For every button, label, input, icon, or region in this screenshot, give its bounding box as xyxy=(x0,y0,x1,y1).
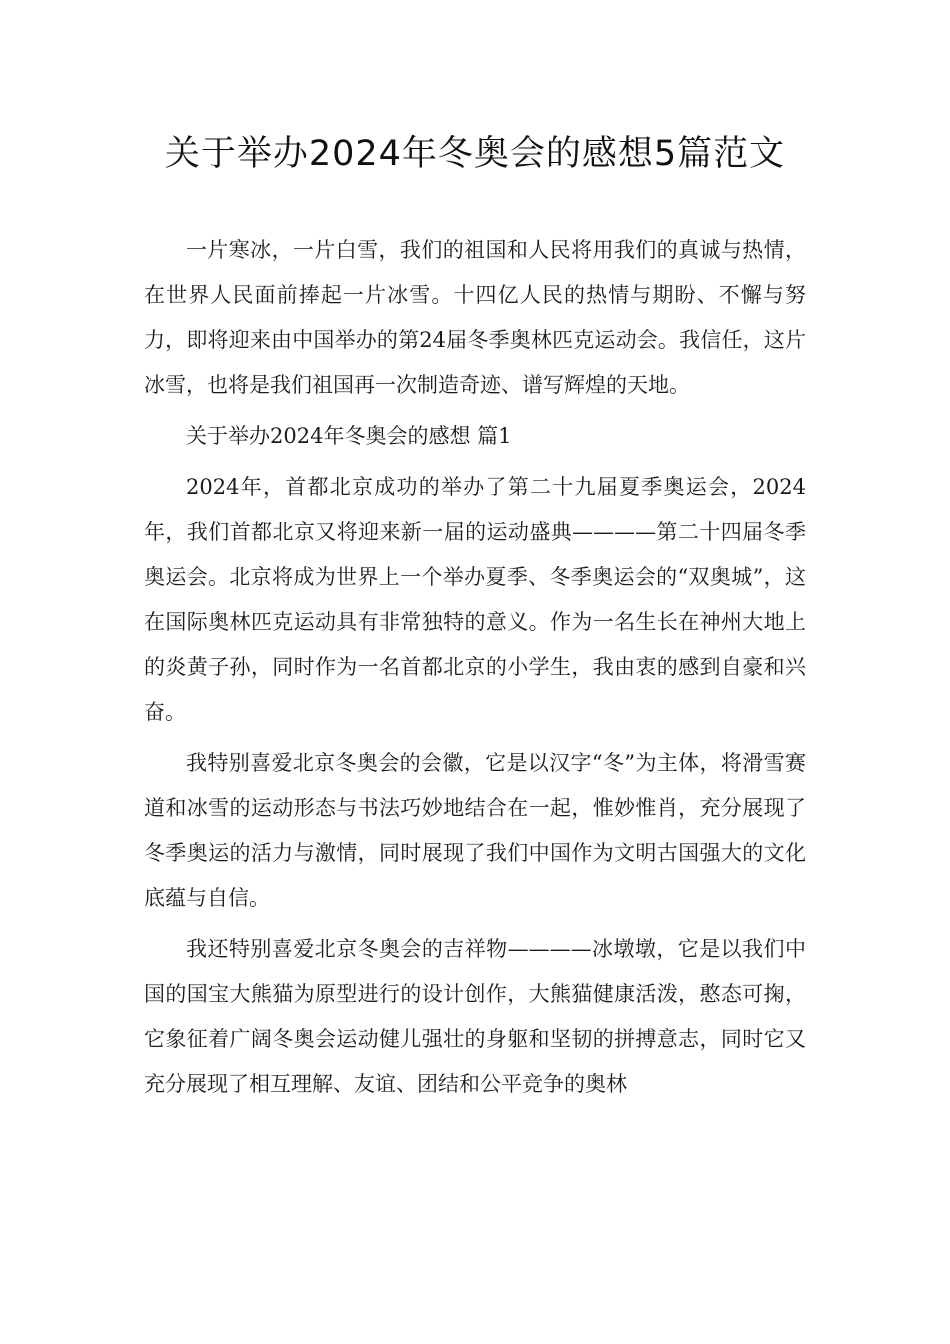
document-title: 关于举办2024年冬奥会的感想5篇范文 xyxy=(164,134,786,174)
body-paragraph: 我还特别喜爱北京冬奥会的吉祥物————冰墩墩，它是以我们中国的国宝大熊猫为原型进行的设计创作，大熊猫健康活泼，憨态可掬，它象征着广阔冬奥会运动健儿强壮的身躯和坚韧的拼搏意志，同时它又充分展现了相互理解、友谊、团结和公平竞争的奥林 xyxy=(144,937,806,1096)
body-paragraph: 2024年，首都北京成功的举办了第二十九届夏季奥运会，2024年，我们首都北京又将迎来新一届的运动盛典————第二十四届冬季奥运会。北京将成为世界上一个举办夏季、冬季奥运会的“双奥城”，这在国际奥林匹克运动具有非常独特的意义。作为一名生长在神州大地上的炎黄子孙，同时作为一名首都北京的小学生，我由衷的感到自豪和兴奋。 xyxy=(144,475,806,724)
section-heading: 关于举办2024年冬奥会的感想 篇1 xyxy=(186,424,512,448)
document-body xyxy=(144,228,806,1113)
intro-paragraph: 一片寒冰，一片白雪，我们的祖国和人民将用我们的真诚与热情，在世界人民面前捧起一片冰雪。十四亿人民的热情与期盼、不懈与努力，即将迎来由中国举办的第24届冬季奥林匹克运动会。我信任，这片冰雪，也将是我们祖国再一次制造奇迹、谱写辉煌的天地。 xyxy=(144,238,806,397)
body-paragraph: 我特别喜爱北京冬奥会的会徽，它是以汉字“冬”为主体，将滑雪赛道和冰雪的运动形态与书法巧妙地结合在一起，惟妙惟肖，充分展现了冬季奥运的活力与激情，同时展现了我们中国作为文明古国强大的文化底蕴与自信。 xyxy=(144,751,806,910)
